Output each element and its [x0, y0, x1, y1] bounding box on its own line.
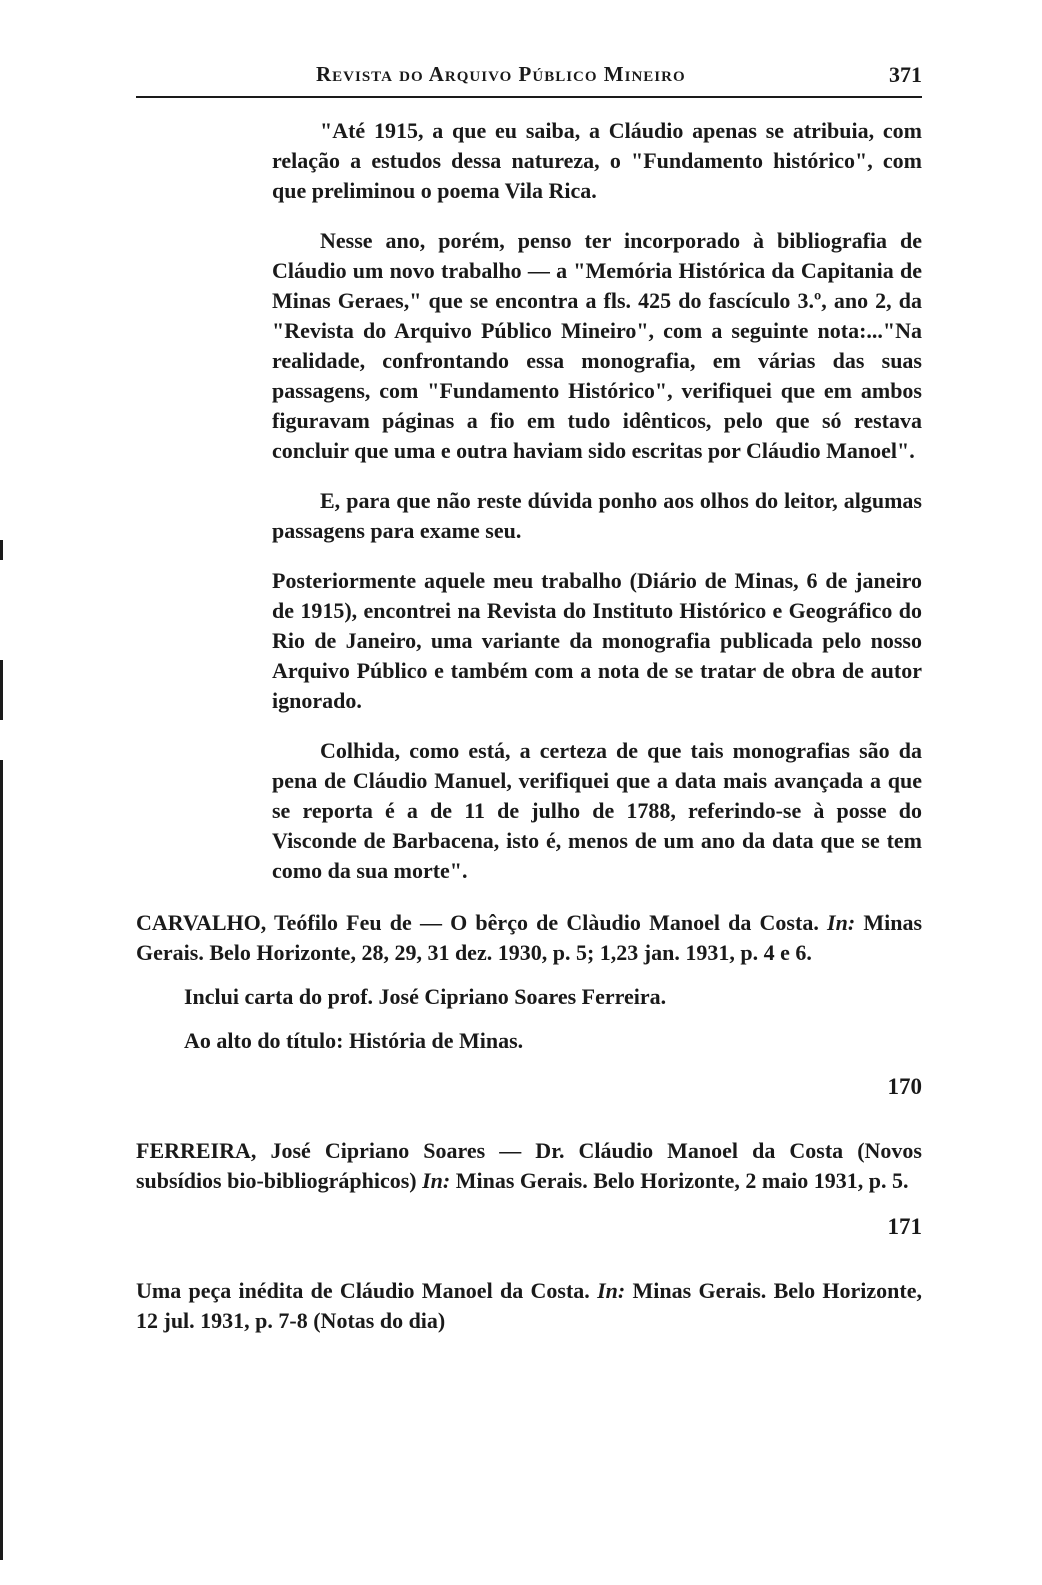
quote-paragraph: E, para que não reste dúvida ponho aos olhos do leitor, algumas passagens para exame seu.	[272, 488, 922, 543]
entry-note: Inclui carta do prof. José Cipriano Soares Ferreira.	[184, 984, 667, 1009]
scan-edge-mark	[0, 660, 3, 720]
running-head: Revista do Arquivo Público Mineiro	[316, 62, 686, 86]
in-label: In:	[597, 1278, 626, 1303]
quote-paragraph: Colhida, como está, a certeza de que tais monografias são da pena de Cláudio Manuel, verifiquei que a data mais avançada a que se reporta é a de 11 de julho de 1788, referindo-se à posse do Visconde de Barbacena, isto é, menos de um ano da data que se tem como da sua morte".	[272, 738, 922, 883]
bibliography-entry	[136, 908, 922, 1056]
entry-citation	[136, 1276, 922, 1336]
bibliography-entry	[136, 1276, 922, 1336]
entry-citation	[136, 1136, 922, 1196]
page-number: 371	[889, 62, 922, 87]
scan-edge-mark	[0, 760, 3, 1560]
quote-paragraph: Nesse ano, porém, penso ter incorporado à bibliografia de Cláudio um novo trabalho — a "Memória Histórica da Capitania de Minas Geraes," que se encontra a fls. 425 do fascículo 3.º, ano 2, da "Revista do Arquivo Público Mineiro", com a seguinte nota:..."Na realidade, confrontando essa monografia, em várias das suas passagens, com "Fundamento Histórico", verifiquei que em ambos figuravam páginas a fio em tudo idênticos, pelo que só restava concluir que uma e outra haviam sido escritas por Cláudio Manoel".	[272, 228, 922, 463]
book-page	[136, 58, 922, 1336]
entry-citation	[136, 908, 922, 968]
citation-source: Minas Gerais. Belo Horizonte, 28, 29, 31 dez. 1930, p. 5; 1,23 jan. 1931, p. 4 e 6.	[136, 910, 923, 965]
entry-number: 171	[887, 1214, 922, 1239]
citation-source: Minas Gerais. Belo Horizonte, 12 jul. 1931, p. 7-8 (Notas do dia)	[136, 1278, 922, 1333]
citation-text: FERREIRA, José Cipriano Soares — Dr. Cláudio Manoel da Costa (Novos subsídios bio-bibliográphicos)	[136, 1138, 922, 1193]
scan-edge-mark	[0, 540, 3, 560]
in-label: In:	[827, 910, 856, 935]
in-label: In:	[422, 1168, 451, 1193]
quote-paragraph: Posteriormente aquele meu trabalho (Diário de Minas, 6 de janeiro de 1915), encontrei na Revista do Instituto Histórico e Geográfico do Rio de Janeiro, uma variante da monografia publicada pelo nosso Arquivo Público e também com a nota de se tratar de obra de autor ignorado.	[272, 568, 922, 713]
bibliography-entry	[136, 1136, 922, 1196]
quoted-passage	[272, 116, 922, 886]
quote-paragraph: "Até 1915, a que eu saiba, a Cláudio apenas se atribuia, com relação a estudos dessa natureza, o "Fundamento histórico", com que preliminou o poema Vila Rica.	[272, 118, 922, 203]
entry-note: Ao alto do título: História de Minas.	[184, 1028, 524, 1053]
entry-number: 170	[887, 1074, 922, 1099]
page-header	[136, 58, 922, 98]
citation-source: Minas Gerais. Belo Horizonte, 2 maio 1931, p. 5.	[455, 1168, 909, 1193]
citation-text: CARVALHO, Teófilo Feu de — O bêrço de Clàudio Manoel da Costa.	[136, 910, 819, 935]
citation-text: Uma peça inédita de Cláudio Manoel da Costa.	[136, 1278, 590, 1303]
